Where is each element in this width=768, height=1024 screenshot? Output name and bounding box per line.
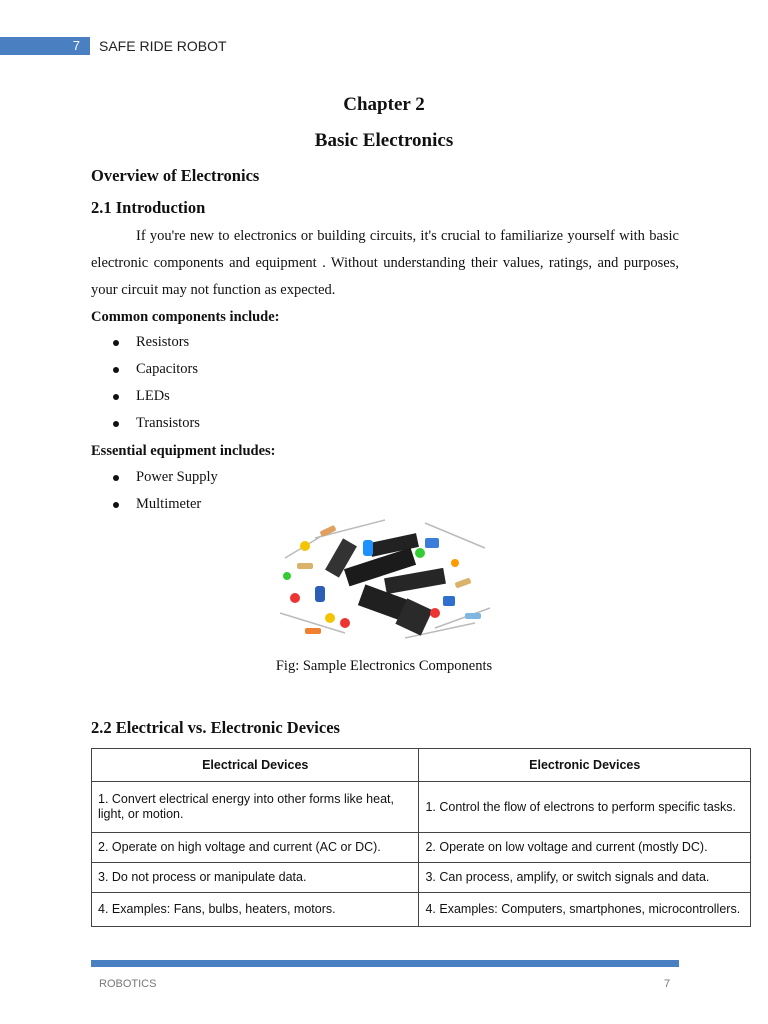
footer-page-number: 7 <box>664 978 671 990</box>
components-list <box>91 329 200 437</box>
table-cell: 3. Can process, amplify, or switch signals and data. <box>419 863 751 893</box>
table-cell: 3. Do not process or manipulate data. <box>92 863 419 893</box>
components-heading: Common components include: <box>91 309 280 325</box>
table-header-row <box>92 749 751 782</box>
electronics-components-image <box>275 518 495 644</box>
intro-paragraph-text: If you're new to electronics or building circuits, it's crucial to familiarize yourself with basic electronic components and equipment . Without understanding their values, ratings, and purposes, your circuit may not function as expected. <box>91 228 679 298</box>
table-cell: 2. Operate on high voltage and current (AC or DC). <box>92 833 419 863</box>
column-header-electronic: Electronic Devices <box>419 749 751 782</box>
table-row <box>92 893 751 927</box>
table-row <box>92 863 751 893</box>
footer-rule <box>91 960 679 967</box>
column-header-electrical: Electrical Devices <box>92 749 419 782</box>
bullet-icon <box>113 394 119 400</box>
equipment-heading: Essential equipment includes: <box>91 443 276 459</box>
table-cell: 2. Operate on low voltage and current (mostly DC). <box>419 833 751 863</box>
bullet-icon <box>113 475 119 481</box>
footer-label: ROBOTICS <box>99 978 157 990</box>
table-cell: 4. Examples: Computers, smartphones, microcontrollers. <box>419 893 751 927</box>
intro-paragraph <box>91 223 679 304</box>
section-intro-heading: 2.1 Introduction <box>91 198 206 217</box>
bullet-icon <box>113 502 119 508</box>
list-item: Resistors <box>91 329 200 356</box>
bullet-icon <box>113 421 119 427</box>
equipment-list <box>91 464 218 518</box>
table-cell: 4. Examples: Fans, bulbs, heaters, motors. <box>92 893 419 927</box>
list-item: Transistors <box>91 410 200 437</box>
table-cell: 1. Convert electrical energy into other forms like heat, light, or motion. <box>92 782 419 833</box>
bullet-icon <box>113 367 119 373</box>
list-item: Power Supply <box>91 464 218 491</box>
header-title: SAFE RIDE ROBOT <box>99 38 227 54</box>
section-overview-heading: Overview of Electronics <box>91 166 260 185</box>
table-row <box>92 833 751 863</box>
figure-caption: Fig: Sample Electronics Components <box>275 658 493 674</box>
section-compare-heading: 2.2 Electrical vs. Electronic Devices <box>91 718 340 737</box>
list-item: LEDs <box>91 383 200 410</box>
comparison-table <box>91 748 751 927</box>
table-cell: 1. Control the flow of electrons to perform specific tasks. <box>419 782 751 833</box>
list-item: Capacitors <box>91 356 200 383</box>
table-row <box>92 782 751 833</box>
header-page-number: 7 <box>0 37 90 55</box>
chapter-label: Chapter 2 <box>343 94 425 115</box>
list-item: Multimeter <box>91 491 218 518</box>
bullet-icon <box>113 340 119 346</box>
chapter-title: Basic Electronics <box>314 130 454 151</box>
